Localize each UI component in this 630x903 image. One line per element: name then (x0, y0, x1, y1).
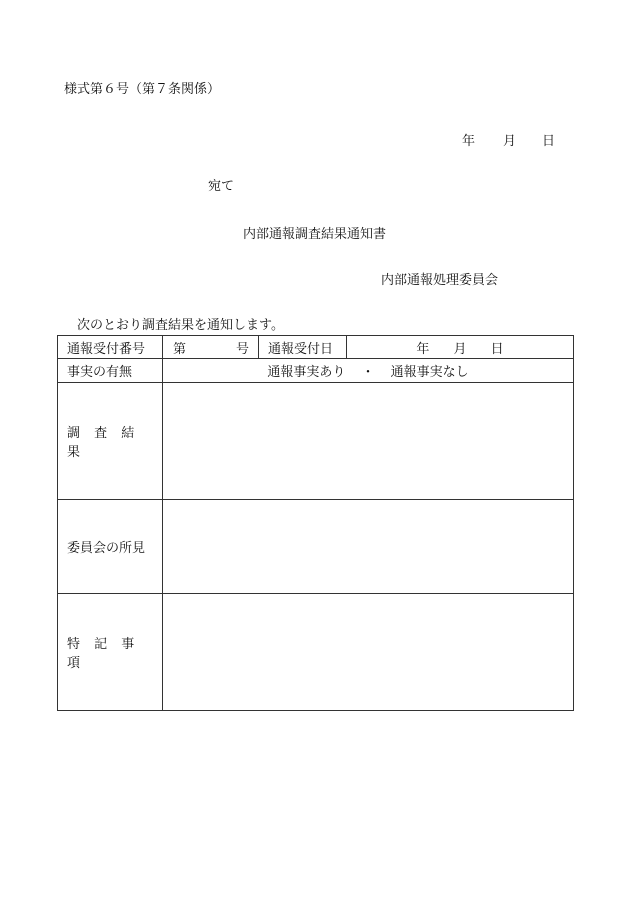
result-field[interactable] (163, 383, 574, 500)
issuer: 内部通報処理委員会 (381, 273, 499, 288)
receipt-date-day: 日 (490, 341, 504, 357)
table-row (58, 359, 574, 383)
date-day: 日 (542, 134, 556, 149)
table-row (58, 336, 574, 359)
receipt-number-label: 通報受付番号 (58, 336, 163, 359)
opinion-label: 委員会の所見 (58, 500, 163, 594)
number-suffix: 号 (235, 341, 249, 357)
fact-options (163, 359, 574, 383)
result-form-table (57, 335, 574, 711)
table-row (58, 594, 574, 711)
opinion-field[interactable] (163, 500, 574, 594)
receipt-date-year: 年 (416, 341, 430, 357)
notes-field[interactable] (163, 594, 574, 711)
result-label: 調 査 結 果 (58, 383, 163, 500)
addressee: 宛て (208, 179, 235, 194)
fact-label: 事実の有無 (58, 359, 163, 383)
date-year: 年 (462, 134, 476, 149)
number-prefix: 第 (173, 341, 187, 357)
fact-separator: ・ (361, 365, 375, 380)
receipt-date-month: 月 (453, 341, 467, 357)
intro-text: 次のとおり調査結果を通知します。 (77, 318, 284, 333)
fact-option-no[interactable]: 通報事実なし (390, 365, 469, 380)
receipt-number-field[interactable] (163, 336, 259, 359)
date-month: 月 (503, 134, 517, 149)
table-row (58, 500, 574, 594)
document-title: 内部通報調査結果通知書 (243, 227, 387, 242)
notes-label: 特 記 事 項 (58, 594, 163, 711)
fact-option-yes[interactable]: 通報事実あり (267, 365, 346, 380)
table-row (58, 383, 574, 500)
receipt-date-label: 通報受付日 (259, 336, 347, 359)
form-number: 様式第６号（第７条関係） (64, 82, 221, 97)
receipt-date-field[interactable] (347, 336, 574, 359)
